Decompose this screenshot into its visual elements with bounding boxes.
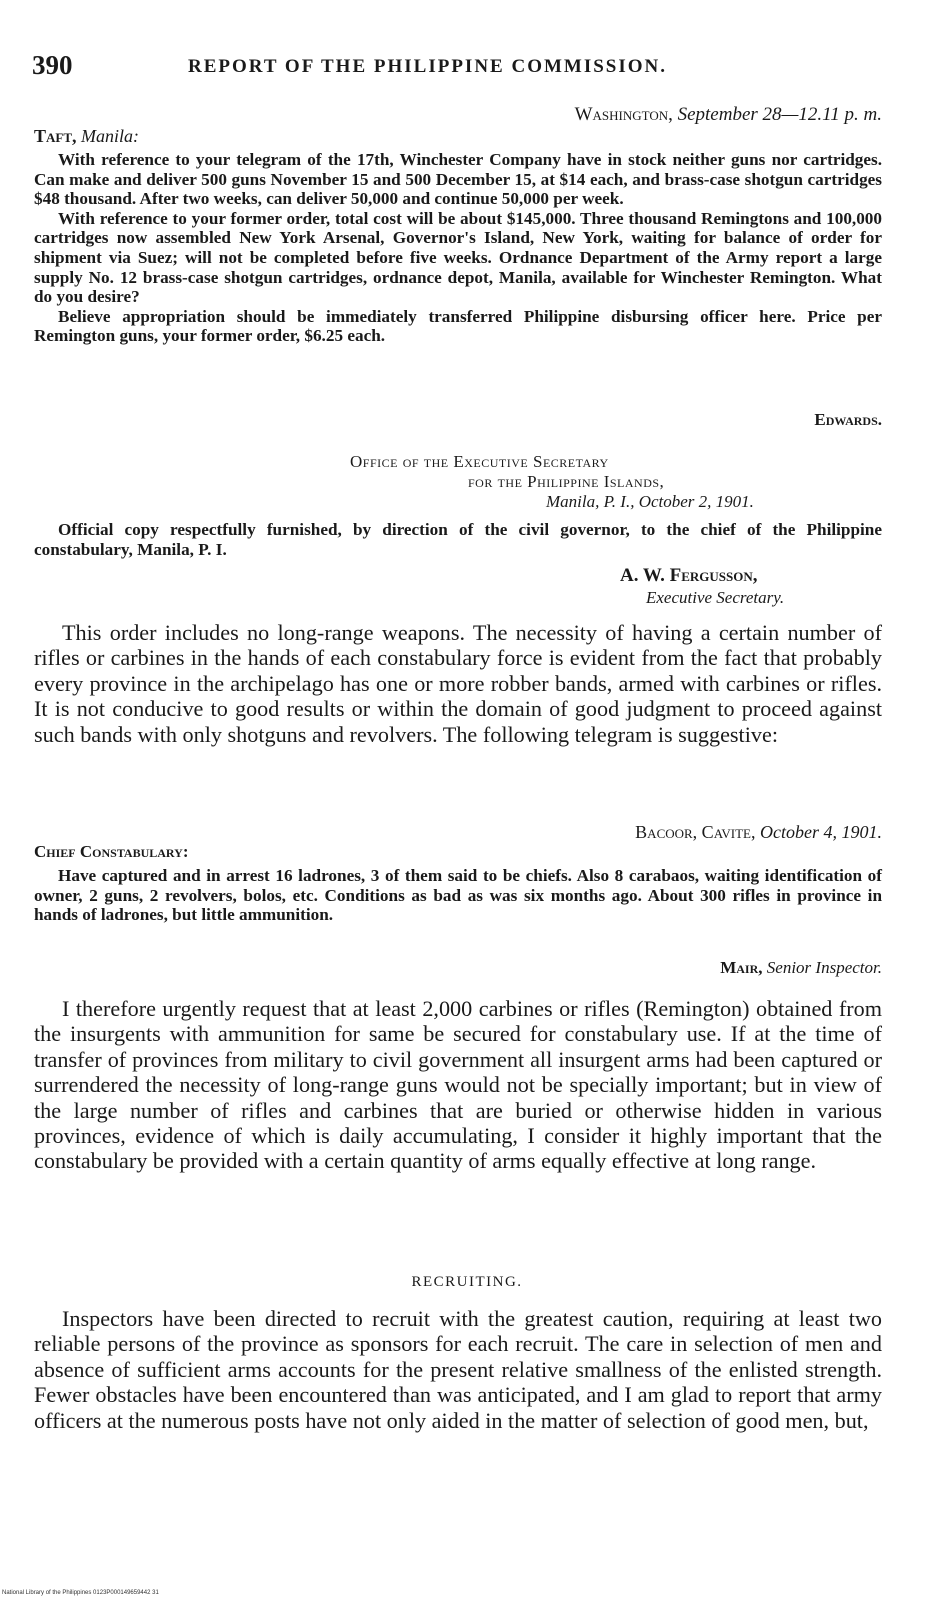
telegram1-dateline: [420, 104, 882, 126]
telegram1-date: September 28—12.11 p. m.: [677, 104, 882, 125]
office-line-2: for the Philippine Islands,: [468, 472, 665, 491]
telegram2-text: Have captured and in arrest 16 ladrones, 3 of them said to be chiefs. Also 8 carabaos, waiting identification of owner, 2 guns, 2 revolvers, bolos, etc. Conditions as bad as was six months ago. About 300 rifles in province in hands of ladrones, but little ammunition.: [34, 866, 882, 925]
body-paragraph-text: This order includes no long-range weapons. The necessity of having a certain number of rifles or carbines in the hands of each constabulary force is evident from the fact that probably every province in the archipelago has one or more robber bands, armed with carbines or rifles. It is not conducive to good results or within the domain of good judgment to proceed against such bands with only shotguns and revolvers. The following telegram is suggestive:: [34, 620, 882, 747]
telegram2-place: Bacoor, Cavite,: [635, 822, 756, 842]
body-paragraph-3: [34, 1306, 882, 1433]
body-paragraph-2: [34, 996, 882, 1174]
telegram2-date: October 4, 1901.: [760, 822, 882, 842]
office-line-1: Office of the Executive Secretary: [350, 452, 609, 471]
telegram2-signer-name: Mair,: [720, 958, 763, 977]
telegram1-paragraph: With reference to your former order, total cost will be about $145,000. Three thousand Remingtons and 100,000 cartridges now assembled New York Arsenal, Governor's Island, New York, waiting for balance of order for shipment via Suez; will not be completed before five weeks. Ordnance Department of the Army report a large supply No. 12 brass-case shotgun cartridges, ordnance depot, Manila, available for Winchester Remington. What do you desire?: [34, 208, 882, 307]
telegram1-addressee-name: Taft,: [34, 126, 77, 146]
endorsement-signer-name: A. W. Fergusson,: [620, 565, 758, 586]
telegram1-place: Washington,: [574, 104, 673, 125]
telegram1-body: [34, 150, 882, 346]
telegram1-signature: Edwards.: [814, 410, 882, 429]
telegram2-signer-title: Senior Inspector.: [766, 958, 882, 977]
telegram1-addressee: [34, 126, 139, 147]
running-title: REPORT OF THE PHILIPPINE COMMISSION.: [188, 56, 668, 77]
endorsement-signer-title: Executive Secretary.: [646, 588, 785, 607]
telegram1-paragraph: With reference to your telegram of the 17th, Winchester Company have in stock neither guns nor cartridges. Can make and deliver 500 guns November 15 and 500 December 15, at $14 each, and brass-case shotgun cartridges $48 thousand. After two weeks, can deliver 50,000 and continue 50,000 per week.: [34, 150, 882, 209]
body-paragraph-text: I therefore urgently request that at least 2,000 carbines or rifles (Remington) obtained from the insurgents with ammunition for same be secured for constabulary use. If at the time of transfer of provinces from military to civil government all insurgent arms had been captured or surrendered the necessity of long-range guns would not be specially important; but in view of the large number of rifles and carbines that are buried or otherwise hidden in various provinces, evidence of which is daily accumulating, I consider it highly important that the constabulary be provided with a certain quantity of arms equally effective at long range.: [34, 996, 882, 1174]
body-paragraph-1: [34, 620, 882, 747]
telegram1-addressee-place: Manila:: [81, 126, 140, 146]
page-number: 390: [32, 50, 73, 80]
telegram2-signature: [560, 958, 882, 978]
telegram2-dateline: [420, 822, 882, 843]
body-paragraph-text: Inspectors have been directed to recruit with the greatest caution, requiring at least two reliable persons of the province as sponsors for each recruit. The care in selection of men and absence of sufficient arms accounts for the present relative smallness of the enlisted strength. Fewer obstacles have been encountered than was anticipated, and I am glad to report that army officers at the numerous posts have not only aided in the matter of selection of good men, but,: [34, 1306, 882, 1433]
endorsement-text-block: [34, 520, 882, 559]
telegram2-addressee: Chief Constabulary:: [34, 842, 189, 861]
office-date: Manila, P. I., October 2, 1901.: [546, 492, 754, 511]
telegram1-paragraph: Believe appropriation should be immediately transferred Philippine disbursing officer here. Price per Remington guns, your former order, $6.25 each.: [34, 306, 882, 346]
endorsement-text: Official copy respectfully furnished, by direction of the civil governor, to the chief of the Philippine constabulary, Manila, P. I.: [34, 520, 882, 559]
section-heading: RECRUITING.: [411, 1274, 523, 1290]
footer-note: National Library of the Philippines 0123P000149659442 31: [2, 1590, 159, 1596]
telegram2-body: [34, 866, 882, 925]
